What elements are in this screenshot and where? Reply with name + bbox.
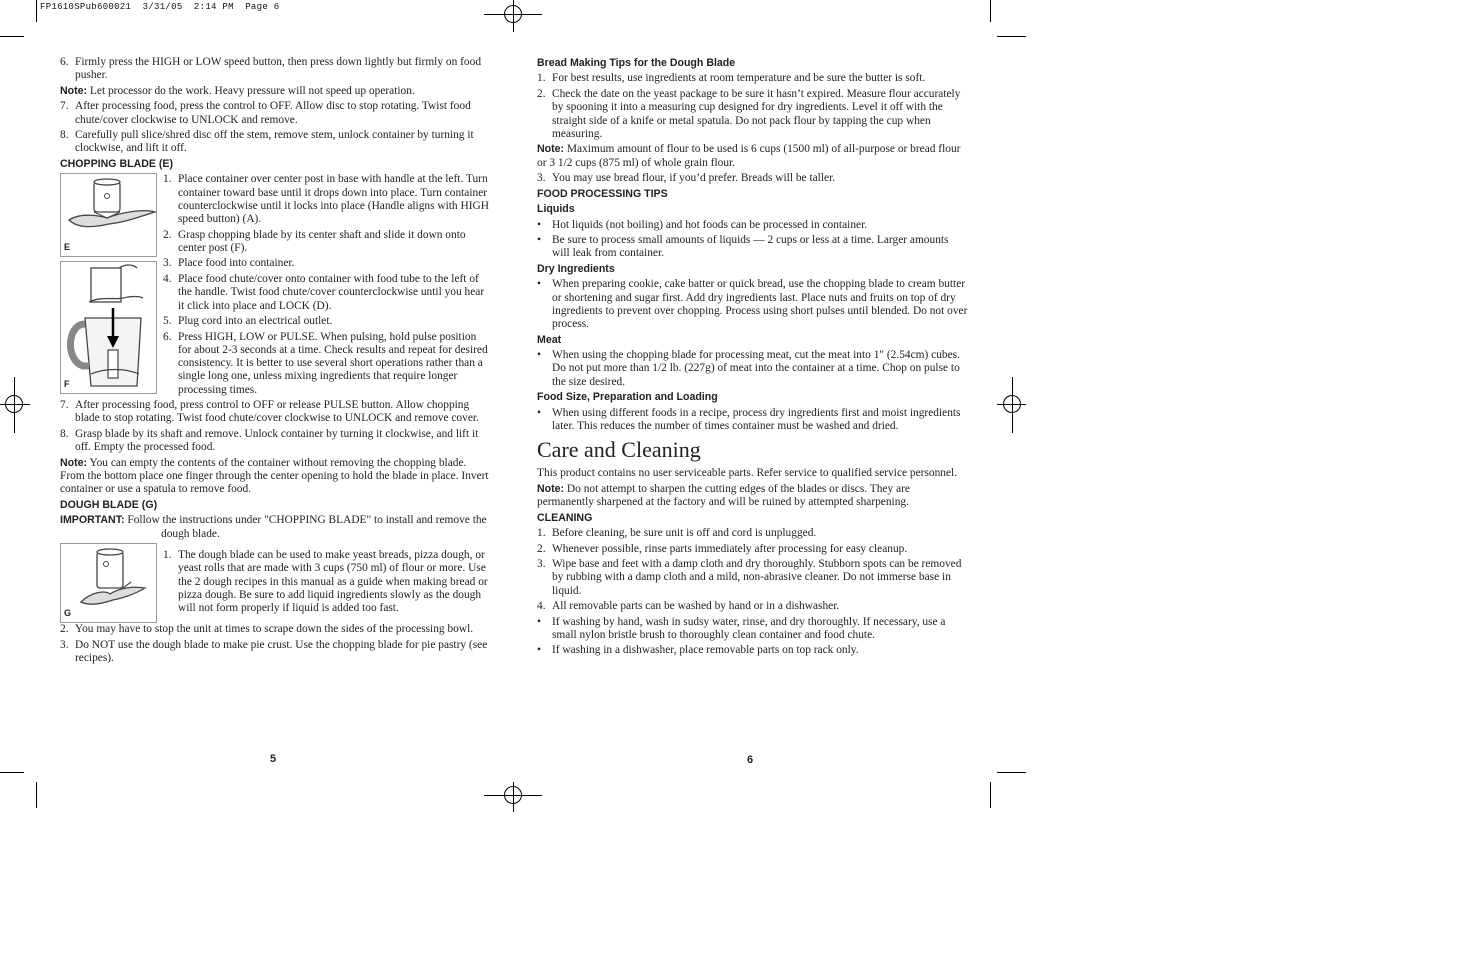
- crop-mark: [990, 782, 991, 808]
- page-5-column: [60, 56, 492, 667]
- list-item: 4. All removable parts can be washed by hand or in a dishwasher.: [537, 600, 840, 613]
- subheading-meat: Meat: [537, 333, 562, 346]
- list-item: 1. Before cleaning, be sure unit is off and cord is unplugged.: [537, 527, 817, 540]
- bullet-item: • When using different foods in a recipe, process dry ingredients first and moist ingredients later. This reduces the number of times container must be washed and dried.: [537, 406, 961, 433]
- list-item: 3. Do NOT use the dough blade to make pie crust. Use the chopping blade for pie pastry (see recipes).: [60, 638, 488, 664]
- page-number-6: 6: [747, 754, 754, 766]
- note-paragraph: Note: You can empty the contents of the container without removing the chopping blade. From the bottom place one finger through the center opening to hold the blade in place. Invert container or use a spatula to remove food.: [60, 456, 489, 496]
- important-paragraph: IMPORTANT: Follow the instructions under "CHOPPING BLADE" to install and remove the dough blade.: [60, 514, 487, 540]
- bullet-item: • If washing by hand, wash in sudsy water, rinse, and dry thoroughly. If necessary, use a small nylon bristle brush to thoroughly clean container and food chute.: [537, 615, 946, 641]
- section-heading-dough-blade: DOUGH BLADE (G): [60, 498, 158, 511]
- bullet-item: • Hot liquids (not boiling) and hot foods can be processed in container.: [537, 218, 868, 231]
- list-item: 3. Place food into container.: [163, 257, 295, 270]
- list-item: 3. Wipe base and feet with a damp cloth and dry thoroughly. Stubborn spots can be removed by rubbing with a damp cloth and a mild, non-abrasive cleaner. Do not immerse base in liquid.: [537, 558, 962, 597]
- note-paragraph: Note: Let processor do the work. Heavy pressure will not speed up operation.: [60, 84, 415, 97]
- list-item: 5. Plug cord into an electrical outlet.: [163, 315, 333, 328]
- subheading-liquids: Liquids: [537, 203, 575, 216]
- bullet-item: • Be sure to process small amounts of liquids — 2 cups or less at a time. Larger amounts will leak from container.: [537, 234, 949, 260]
- crop-mark: [997, 772, 1026, 773]
- list-item: 7. After processing food, press the control to OFF. Allow disc to stop rotating. Twist food chute/cover clockwise to UNLOCK and remove.: [60, 100, 471, 126]
- crop-mark: [36, 0, 37, 22]
- section-title-care-and-cleaning: Care and Cleaning: [537, 437, 701, 463]
- list-item: 1. The dough blade can be used to make yeast breads, pizza dough, or yeast rolls that are made with 3 cups (750 ml) of flour or more. Use the 2 dough recipes in this manual as a guide when making bread or pizza dough. Be sure to add liquid ingredients slowly as the dough will not form properly if liquid is added too fast.: [163, 549, 488, 615]
- list-item: 1. For best results, use ingredients at room temperature and be sure the butter is soft.: [537, 72, 926, 85]
- list-item: 2. You may have to stop the unit at times to scrape down the sides of the processing bowl.: [60, 623, 474, 636]
- crop-mark: [0, 36, 24, 37]
- crop-mark: [36, 782, 37, 808]
- crop-mark: [990, 0, 991, 22]
- subheading-dry-ingredients: Dry Ingredients: [537, 262, 615, 275]
- figure-e-chopping-blade: E: [60, 173, 157, 257]
- list-item: 2. Whenever possible, rinse parts immediately after processing for easy cleanup.: [537, 542, 908, 555]
- paragraph: This product contains no user serviceable parts. Refer service to qualified service personnel.: [537, 467, 958, 480]
- section-heading-food-processing-tips: FOOD PROCESSING TIPS: [537, 187, 668, 200]
- figure-f-container: F: [60, 261, 157, 394]
- crop-mark: [997, 36, 1026, 37]
- section-heading-bread-tips: Bread Making Tips for the Dough Blade: [537, 57, 736, 69]
- list-item: 8. Carefully pull slice/shred disc off the stem, remove stem, unlock container by turning it clockwise, and lift it off.: [60, 129, 474, 155]
- bullet-item: • If washing in a dishwasher, place removable parts on top rack only.: [537, 644, 859, 657]
- section-heading-cleaning: CLEANING: [537, 511, 593, 524]
- list-item: 7. After processing food, press control to OFF or release PULSE button. Allow chopping blade to stop rotating. Twist food chute/cover clockwise to UNLOCK and remove cover.: [60, 399, 479, 425]
- page-number-5: 5: [270, 753, 277, 765]
- print-header-line: FP1610SPub600021 3/31/05 2:14 PM Page 6: [40, 2, 280, 12]
- chopping-blade-section: [60, 173, 492, 399]
- page-6-column: [537, 56, 969, 660]
- section-heading-chopping-blade: CHOPPING BLADE (E): [60, 157, 174, 170]
- list-item: 8. Grasp blade by its shaft and remove. Unlock container by turning it clockwise, and lift it off. Empty the processed food.: [60, 427, 479, 454]
- list-item: 2. Check the date on the yeast package to be sure it hasn’t expired. Measure flour accurately by spooning it into a measuring cup designed for dry ingredients. Level it off with the straight side of a knife or metal spatula. Do not pack flour by tapping the cup when measuring.: [537, 87, 961, 140]
- list-item: 1. Place container over center post in base with handle at the left. Turn container toward base until it drops down into place. Turn container counterclockwise until it locks into place (Handle aligns with HIGH speed button) (A).: [163, 173, 489, 226]
- note-paragraph: Note: Maximum amount of flour to be used is 6 cups (1500 ml) of all-purpose or bread flour or 3 1/2 cups (875 ml) of whole grain flour.: [537, 143, 961, 169]
- list-item: 6. Press HIGH, LOW or PULSE. When pulsing, hold pulse position for about 2-3 seconds at a time. Check results and repeat for desired consistency. It is better to use several short operations rather than a single long one, unless mixing ingredients that require longer processing times.: [163, 330, 488, 396]
- dough-blade-section: [60, 543, 492, 623]
- note-paragraph: Note: Do not attempt to sharpen the cutting edges of the blades or discs. They are permanently sharpened at the factory and will be ruined by attempted sharpening.: [537, 482, 910, 509]
- subheading-food-size: Food Size, Preparation and Loading: [537, 391, 718, 404]
- figure-g-dough-blade: G: [60, 543, 157, 623]
- list-item: 6. Firmly press the HIGH or LOW speed button, then press down lightly but firmly on food pusher.: [60, 56, 482, 82]
- list-item: 3. You may use bread flour, if you’d prefer. Breads will be taller.: [537, 172, 836, 185]
- list-item: 2. Grasp chopping blade by its center shaft and slide it down onto center post (F).: [163, 228, 466, 254]
- bullet-item: • When using the chopping blade for processing meat, cut the meat into 1" (2.54cm) cubes. Do not put more than 1/2 lb. (227g) of meat into the container at a time. Chop on pulse to the size desired.: [537, 349, 960, 388]
- crop-mark: [0, 772, 24, 773]
- bullet-item: • When preparing cookie, cake batter or quick bread, use the chopping blade to cream butter or shortening and sugar first. Add dry ingredients last. Place nuts and fruits on top of dry ingredients to prevent over chopping. Process using short pulses until blended. Do not over process.: [537, 278, 968, 331]
- list-item: 4. Place food chute/cover onto container with food tube to the left of the handle. Twist food chute/cover counterclockwise until you hear it click into place and LOCK (D).: [163, 272, 485, 312]
